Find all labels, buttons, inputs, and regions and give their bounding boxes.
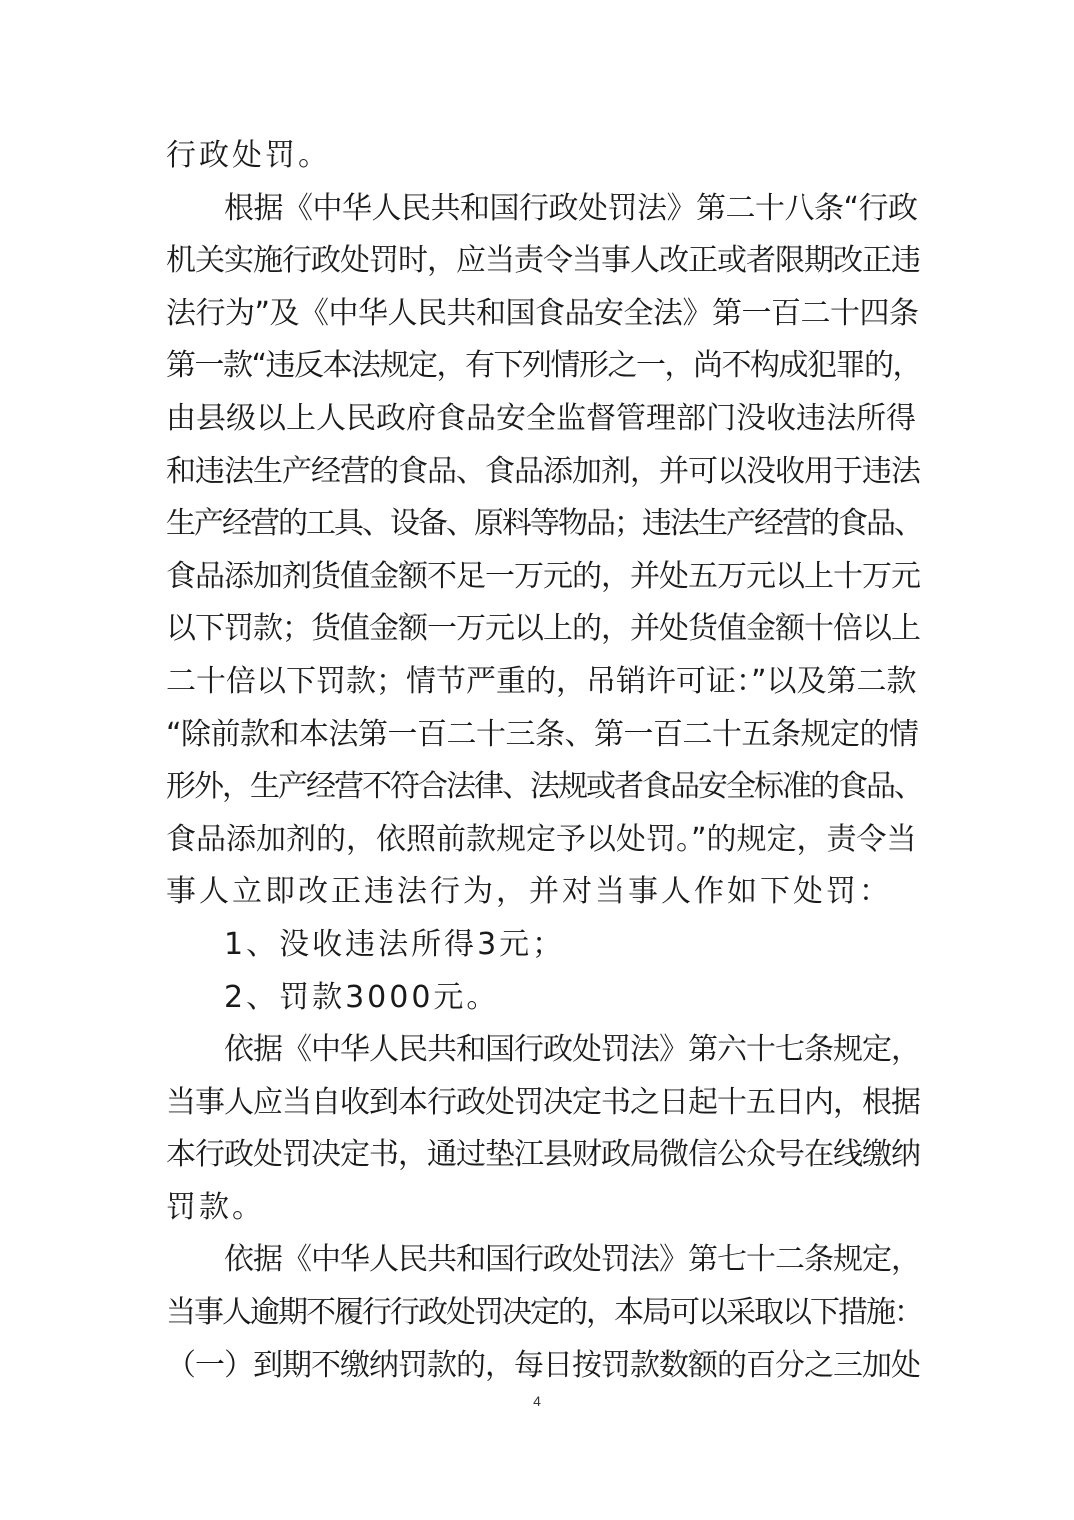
text-line: 以下罚款；货值金额一万元以上的，并处货值金额十倍以上	[166, 611, 920, 647]
text-line: 根据《中华人民共和国行政处罚法》第二十八条“行政	[224, 190, 918, 226]
text-line: 事人立即改正违法行为，并对当事人作如下处罚：	[166, 874, 892, 910]
penalty-item: 1、没收违法所得3元；	[224, 926, 566, 962]
text-line: 本行政处罚决定书，通过垫江县财政局微信公众号在线缴纳	[166, 1137, 920, 1173]
text-line: 二十倍以下罚款；情节严重的，吊销许可证：”以及第二款	[166, 663, 917, 699]
text-line: 食品添加剂的，依照前款规定予以处罚。”的规定，责令当	[166, 821, 917, 857]
page-number: 4	[533, 1393, 541, 1409]
text-line: 当事人逾期不履行行政处罚决定的，本局可以采取以下措施：	[166, 1295, 922, 1331]
text-line: 食品添加剂货值金额不足一万元的，并处五万元以上十万元	[166, 558, 920, 594]
document-body	[166, 130, 926, 1392]
text-line: 生产经营的工具、设备、原料等物品；违法生产经营的食品、	[166, 506, 922, 542]
penalty-item: 2、罚款3000元。	[224, 979, 500, 1015]
text-line: （一）到期不缴纳罚款的，每日按罚款数额的百分之三加处	[166, 1347, 920, 1383]
text-line: 由县级以上人民政府食品安全监督管理部门没收违法所得	[166, 400, 916, 436]
text-line: 依据《中华人民共和国行政处罚法》第六十七条规定，	[224, 1032, 920, 1068]
text-line: 机关实施行政处罚时，应当责令当事人改正或者限期改正违	[166, 243, 920, 279]
text-line: 罚款。	[166, 1189, 265, 1225]
text-line: “除前款和本法第一百二十三条、第一百二十五条规定的情	[166, 716, 919, 752]
text-line: 依据《中华人民共和国行政处罚法》第七十二条规定，	[224, 1242, 920, 1278]
text-line: 形外，生产经营不符合法律、法规或者食品安全标准的食品、	[166, 769, 922, 805]
text-line: 和违法生产经营的食品、食品添加剂，并可以没收用于违法	[166, 453, 920, 489]
text-line: 法行为”及《中华人民共和国食品安全法》第一百二十四条	[166, 295, 919, 331]
text-line: 当事人应当自收到本行政处罚决定书之日起十五日内，根据	[166, 1084, 920, 1120]
text-line: 第一款“违反本法规定，有下列情形之一，尚不构成犯罪的，	[166, 348, 922, 384]
text-line: 行政处罚。	[166, 138, 331, 173]
